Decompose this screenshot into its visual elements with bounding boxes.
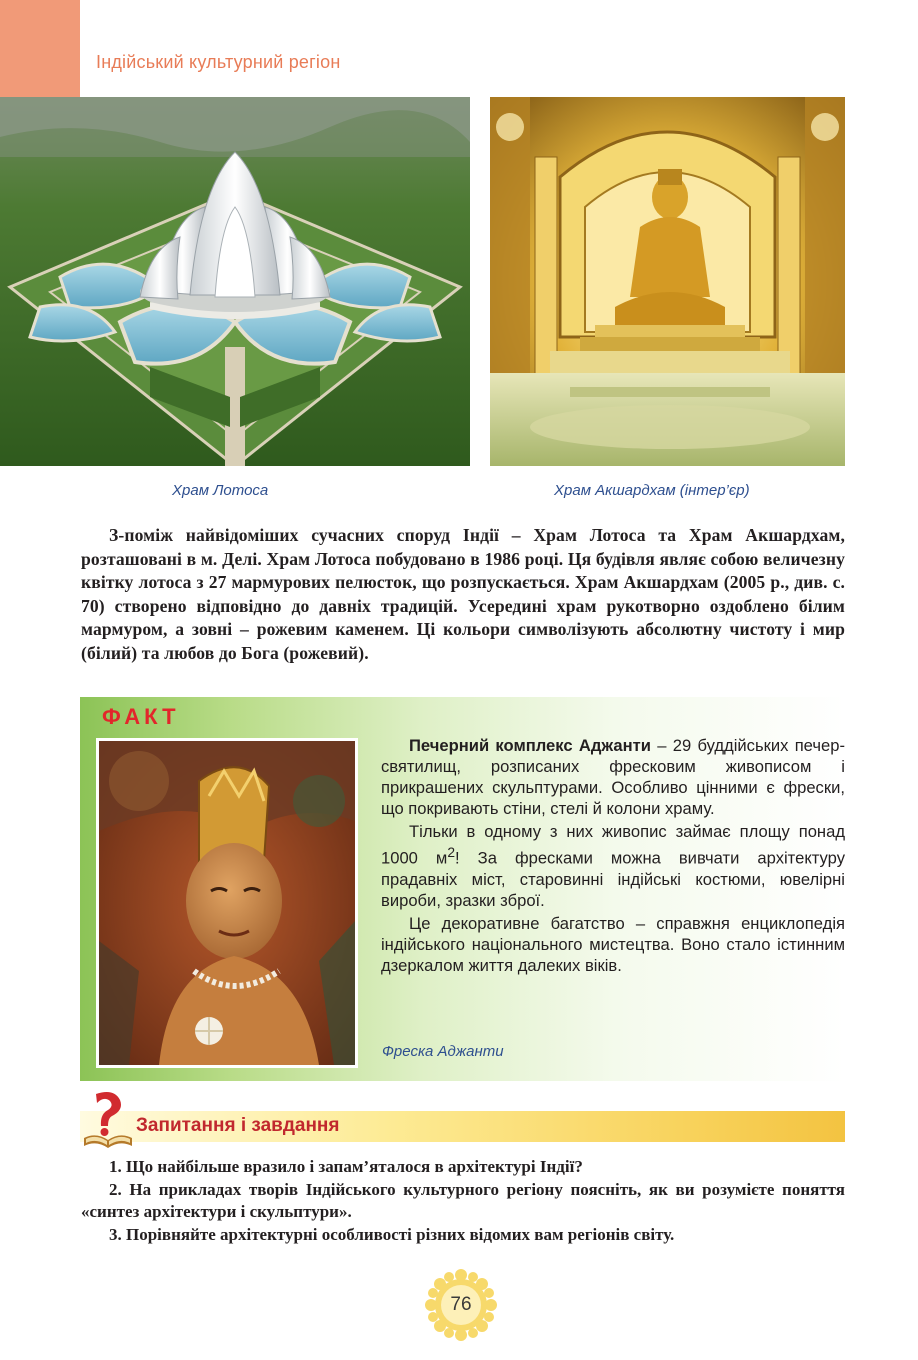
fresco-caption: Фреска Аджанти — [382, 1043, 504, 1060]
header-color-block — [0, 0, 80, 97]
lotus-temple-caption: Храм Лотоса — [172, 482, 269, 499]
akshardham-interior-photo — [490, 97, 845, 466]
ajanta-fresco-image — [96, 738, 358, 1068]
questions-title: Запитання і завдання — [136, 1115, 340, 1136]
intro-paragraph: З-поміж найвідоміших сучасних споруд Індії – Храм Лотоса та Храм Акшардхам, розташовані в м. Делі. Храм Лотоса побудовано в 1986 році. Ця будівля являє собою величезну квітку лотоса з 27 мармурових пелюсток, що розпускається. Храм Акшардхам (2005 р., див. с. 70) створено відповідно до давніх традицій. Усередині храм рукотворно оздоблено білим мармуром, а зовні – рожевим каменем. Ці кольори символізують абсолютну чистоту і мир (білий) та любов до Бога (рожевий). — [81, 525, 845, 663]
page-number: 76 — [450, 1294, 472, 1315]
header-title: Індійський культурний регіон — [96, 52, 341, 72]
fact-paragraph-3: Це декоративне багатство – справжня енциклопедія індійського національного мистецтва. Воно стало істинним дзеркалом життя далеких віків. — [381, 914, 845, 976]
question-item: 2. На прикладах творів Індійського культурного регіону поясніть, як ви розумієте поняття «синтез архітектури і скульптури». — [81, 1179, 845, 1222]
question-item: 3. Порівняйте архітектурні особливості різних відомих вам регіонів світу. — [109, 1224, 675, 1244]
questions-list — [81, 1156, 845, 1246]
question-book-icon — [82, 1090, 134, 1150]
fact-paragraph-2: Тільки в одному з них живопис займає площу понад 1000 $м^2$! За фресками можна вивчати архітектуру прадавніх міст, старовинні індійські костюми, ювелірні вироби, зразки зброї. — [381, 822, 845, 911]
fact-text — [381, 735, 845, 979]
akshardham-caption: Храм Акшардхам (інтер’єр) — [554, 482, 750, 499]
fact-paragraph-1: Печерний комплекс Аджанти – 29 буддійських печер-святилищ, розписаних фресковим живописом і прикрашених скульптурами. Особливо цінними є фрески, що покривають стіни, стелі й колони храму. — [381, 736, 845, 819]
lotus-temple-photo — [0, 97, 470, 466]
question-item: 1. Що найбільше вразило і запам’яталося в архітектурі Індії? — [109, 1157, 583, 1176]
fact-term: Печерний комплекс Аджанти — [409, 736, 651, 755]
fact-label: ФАКТ — [102, 704, 180, 729]
